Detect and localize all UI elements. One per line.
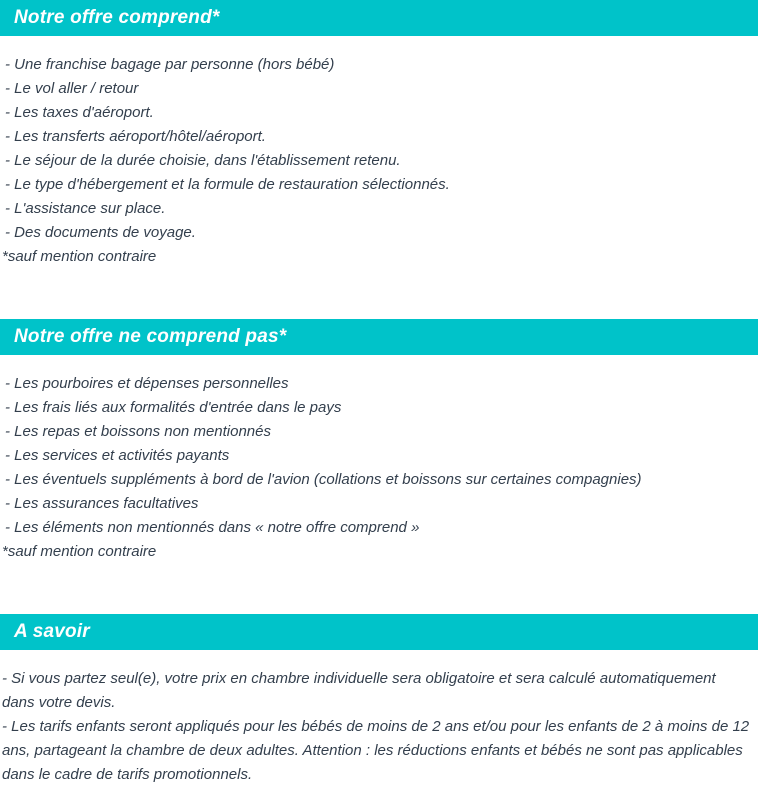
section-body-offer-excludes [0,355,758,564]
list-item: - Les services et activités payants [5,447,230,464]
footnote: *sauf mention contraire [2,543,157,560]
section-title-offer-excludes: Notre offre ne comprend pas* [0,319,758,355]
info-paragraph: - Les tarifs enfants seront appliqués pour les bébés de moins de 2 ans et/ou pour les enfants de 2 à moins de 12 ans, partageant la chambre de deux adultes. Attention : les réductions enfants et bébés ne sont pas applicables dans le cadre de tarifs promotionnels. [2,718,750,783]
list-item: - Le séjour de la durée choisie, dans l'établissement retenu. [5,152,401,169]
section-offer-excludes [0,319,758,564]
list-item: - Des documents de voyage. [5,224,196,241]
section-body-offer-includes [0,36,758,269]
footnote: *sauf mention contraire [2,248,157,265]
list-item: - Les taxes d'aéroport. [5,104,154,121]
list-item: - Une franchise bagage par personne (hors bébé) [5,56,335,73]
list-item: - Les éléments non mentionnés dans « notre offre comprend » [5,519,420,536]
list-item: - Les repas et boissons non mentionnés [5,423,271,440]
list-item: - Les pourboires et dépenses personnelles [5,375,289,392]
list-item: - Les éventuels suppléments à bord de l'avion (collations et boissons sur certaines compagnies) [5,471,642,488]
list-item: - Le type d'hébergement et la formule de restauration sélectionnés. [5,176,450,193]
list-item: - L'assistance sur place. [5,200,166,217]
section-good-to-know [0,614,758,787]
info-paragraph: - Si vous partez seul(e), votre prix en chambre individuelle sera obligatoire et sera calculé automatiquement dans votre devis. [2,670,716,711]
offer-includes-list [2,53,750,245]
list-item: - Les transferts aéroport/hôtel/aéroport. [5,128,266,145]
section-title-offer-includes: Notre offre comprend* [0,0,758,36]
section-offer-includes [0,0,758,269]
list-item: - Les frais liés aux formalités d'entrée dans le pays [5,399,342,416]
section-body-good-to-know [0,650,758,787]
offer-excludes-list [2,372,750,540]
list-item: - Les assurances facultatives [5,495,199,512]
list-item: - Le vol aller / retour [5,80,139,97]
section-title-good-to-know: A savoir [0,614,758,650]
